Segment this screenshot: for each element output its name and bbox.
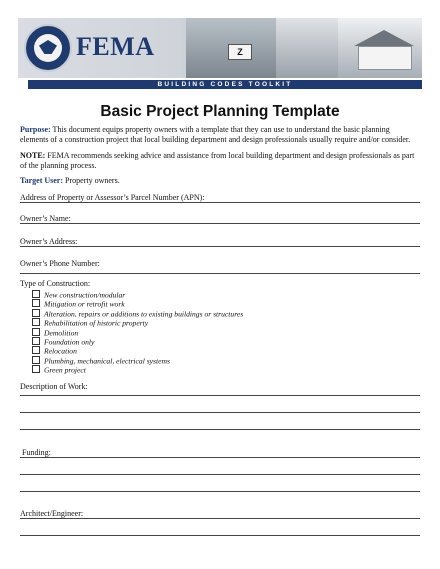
checklist-item[interactable]: Green project <box>32 365 243 374</box>
checkbox-icon[interactable] <box>32 346 40 354</box>
owner-address-label: Owner’s Address: <box>20 237 78 246</box>
description-input-line[interactable] <box>20 429 420 430</box>
description-input-line[interactable] <box>20 412 420 413</box>
building-photo <box>276 18 338 78</box>
funding-input-line[interactable] <box>20 491 420 492</box>
page-title: Basic Project Planning Template <box>100 103 340 120</box>
checkbox-icon[interactable] <box>32 309 40 317</box>
checklist-item[interactable]: Relocation <box>32 346 243 355</box>
construction-checklist <box>32 290 243 375</box>
note-text: FEMA recommends seeking advice and assistance from local building department and design professionals as part of the planning process. <box>20 151 415 170</box>
checkbox-icon[interactable] <box>32 356 40 364</box>
owner-name-label: Owner’s Name: <box>20 214 71 223</box>
checkbox-icon[interactable] <box>32 337 40 345</box>
owner-name-input-line[interactable] <box>20 223 420 224</box>
note-paragraph <box>20 151 420 171</box>
checklist-item[interactable]: Rehabilitation of historic property <box>32 318 243 327</box>
architect-input-line[interactable] <box>20 535 420 536</box>
checklist-item[interactable]: Mitigation or retrofit work <box>32 299 243 308</box>
checklist-item[interactable]: Plumbing, mechanical, electrical systems <box>32 356 243 365</box>
toolkit-bar: BUILDING CODES TOOLKIT <box>28 80 422 89</box>
dhs-seal-icon <box>24 24 72 72</box>
funding-input-line[interactable] <box>20 474 420 475</box>
note-label: NOTE: <box>20 151 46 160</box>
checklist-item[interactable]: Demolition <box>32 328 243 337</box>
construction-type-label: Type of Construction: <box>20 279 91 288</box>
owner-phone-input-line[interactable] <box>20 273 420 274</box>
description-input-line[interactable] <box>20 395 420 396</box>
address-label: Address of Property or Assessor’s Parcel Number (APN): <box>20 193 205 202</box>
owner-address-input-line[interactable] <box>20 246 420 247</box>
funding-label: Funding: <box>22 448 51 457</box>
checklist-item[interactable]: Alteration, repairs or additions to existing buildings or structures <box>32 309 243 318</box>
architect-input-line[interactable] <box>20 518 420 519</box>
target-user <box>20 176 420 186</box>
purpose-text: This document equips property owners with a template that they can use to understand the basic planning elements of a construction project that local building department and design professionals usually require and/or consider. <box>20 125 411 144</box>
funding-input-line[interactable] <box>20 457 420 458</box>
agency-logo-text: FEMA <box>76 32 155 61</box>
checkbox-icon[interactable] <box>32 328 40 336</box>
description-label: Description of Work: <box>20 382 88 391</box>
address-input-line[interactable] <box>20 202 420 203</box>
checklist-item[interactable]: Foundation only <box>32 337 243 346</box>
owner-phone-label: Owner’s Phone Number: <box>20 259 100 268</box>
architect-label: Architect/Engineer: <box>20 509 84 518</box>
purpose-label: Purpose: <box>20 125 51 134</box>
purpose-paragraph <box>20 125 420 145</box>
checkbox-icon[interactable] <box>32 365 40 373</box>
house-body-shape <box>358 46 412 70</box>
target-user-value: Property owners. <box>65 176 120 185</box>
target-user-label: Target User: <box>20 176 64 185</box>
sign-graphic: Z <box>228 44 252 60</box>
header-banner <box>18 18 422 78</box>
checkbox-icon[interactable] <box>32 290 40 298</box>
checkbox-icon[interactable] <box>32 318 40 326</box>
checkbox-icon[interactable] <box>32 299 40 307</box>
checklist-item[interactable]: New construction/modular <box>32 290 243 299</box>
